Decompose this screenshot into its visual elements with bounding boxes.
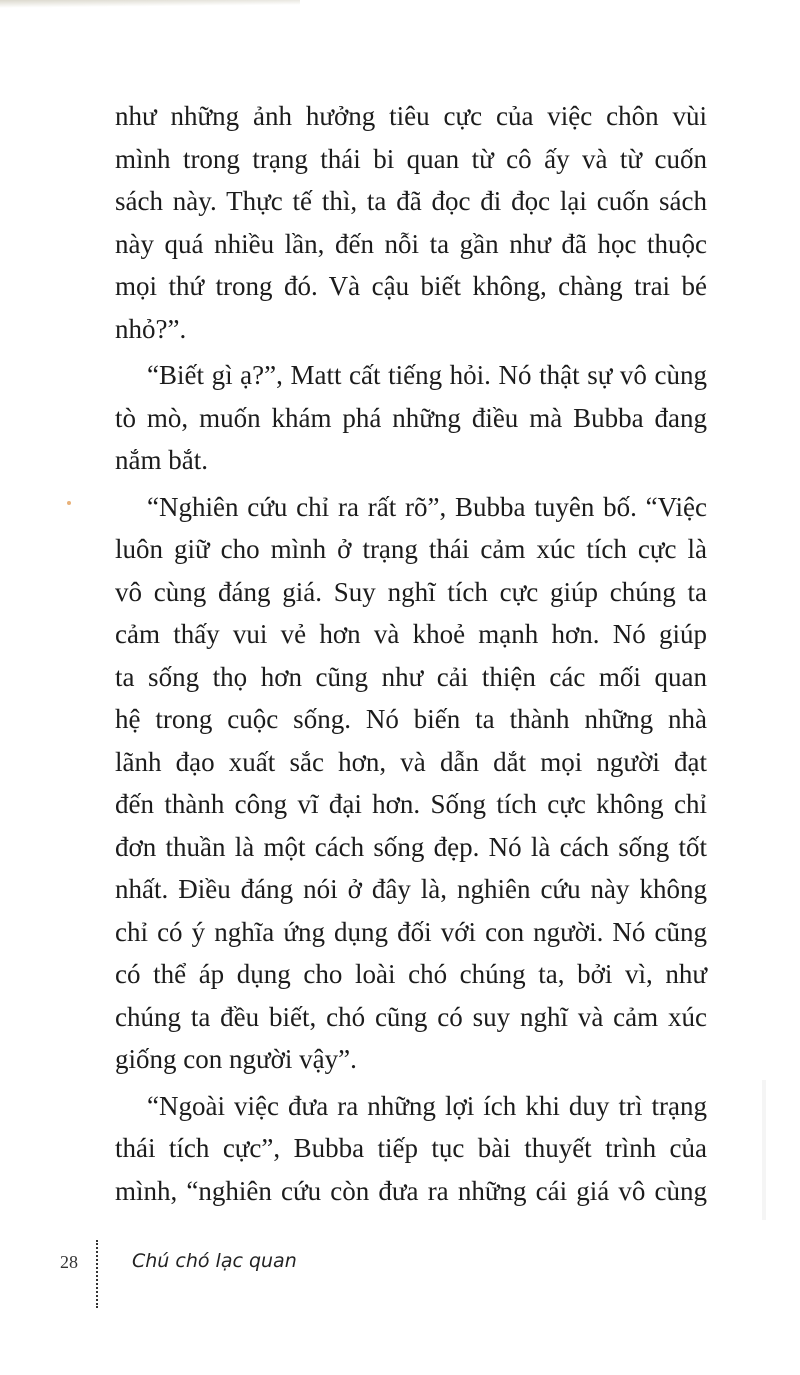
page-number: 28 bbox=[60, 1252, 78, 1272]
text-line: cảm thấy vui vẻ hơn và khoẻ mạnh hơn. Nó giúp bbox=[115, 619, 707, 649]
text-line: đến thành công vĩ đại hơn. Sống tích cực không chỉ bbox=[115, 789, 707, 819]
text-line: sách này. Thực tế thì, ta đã đọc đi đọc lại cuốn sách bbox=[115, 186, 707, 216]
paragraph bbox=[115, 486, 707, 1081]
text-line: mọi thứ trong đó. Và cậu biết không, chàng trai bé bbox=[115, 271, 707, 301]
text-line: “Ngoài việc đưa ra những lợi ích khi duy trì trạng bbox=[147, 1090, 707, 1121]
text-line: có thể áp dụng cho loài chó chúng ta, bởi vì, như bbox=[115, 959, 707, 989]
text-line: này quá nhiều lần, đến nỗi ta gần như đã học thuộc bbox=[115, 228, 707, 259]
paragraph bbox=[115, 95, 707, 350]
text-line: nắm bắt. bbox=[115, 445, 208, 475]
text-line: mình trong trạng thái bi quan từ cô ấy và từ cuốn bbox=[115, 143, 707, 174]
text-line: giống con người vậy”. bbox=[115, 1044, 357, 1074]
scan-edge-mark bbox=[762, 1080, 766, 1220]
text-line: “Nghiên cứu chỉ ra rất rõ”, Bubba tuyên bố. “Việc bbox=[147, 491, 707, 522]
text-line: ta sống thọ hơn cũng như cải thiện các mối quan bbox=[115, 661, 707, 692]
footer-dotted-divider bbox=[96, 1240, 98, 1308]
text-line: chúng ta đều biết, chó cũng có suy nghĩ và cảm xúc bbox=[115, 1001, 707, 1032]
text-line: vô cùng đáng giá. Suy nghĩ tích cực giúp chúng ta bbox=[115, 576, 707, 607]
running-title: Chú chó lạc quan bbox=[132, 1250, 297, 1272]
text-line: “Biết gì ạ?”, Matt cất tiếng hỏi. Nó thật sự vô cùng bbox=[147, 360, 707, 390]
paragraph bbox=[115, 1085, 707, 1213]
text-line: lãnh đạo xuất sắc hơn, và dẫn dắt mọi người đạt bbox=[115, 746, 707, 777]
text-line: thái tích cực”, Bubba tiếp tục bài thuyết trình của bbox=[115, 1133, 707, 1163]
page-footer bbox=[0, 1232, 800, 1312]
text-line: như những ảnh hưởng tiêu cực của việc chôn vùi bbox=[115, 101, 707, 131]
stray-ink-dot bbox=[67, 501, 71, 505]
text-line: tò mò, muốn khám phá những điều mà Bubba đang bbox=[115, 402, 707, 433]
text-line: hệ trong cuộc sống. Nó biến ta thành những nhà bbox=[115, 704, 707, 734]
text-line: chỉ có ý nghĩa ứng dụng đối với con người. Nó cũng bbox=[115, 916, 707, 947]
text-line: mình, “nghiên cứu còn đưa ra những cái giá vô cùng bbox=[115, 1175, 707, 1206]
page-top-shadow bbox=[0, 0, 300, 8]
paragraph bbox=[115, 354, 707, 482]
text-line: đơn thuần là một cách sống đẹp. Nó là cách sống tốt bbox=[115, 831, 707, 862]
text-line: nhỏ?”. bbox=[115, 313, 187, 344]
text-line: nhất. Điều đáng nói ở đây là, nghiên cứu này không bbox=[115, 874, 707, 904]
page-body bbox=[115, 95, 707, 1212]
text-line: luôn giữ cho mình ở trạng thái cảm xúc tích cực là bbox=[115, 534, 707, 564]
